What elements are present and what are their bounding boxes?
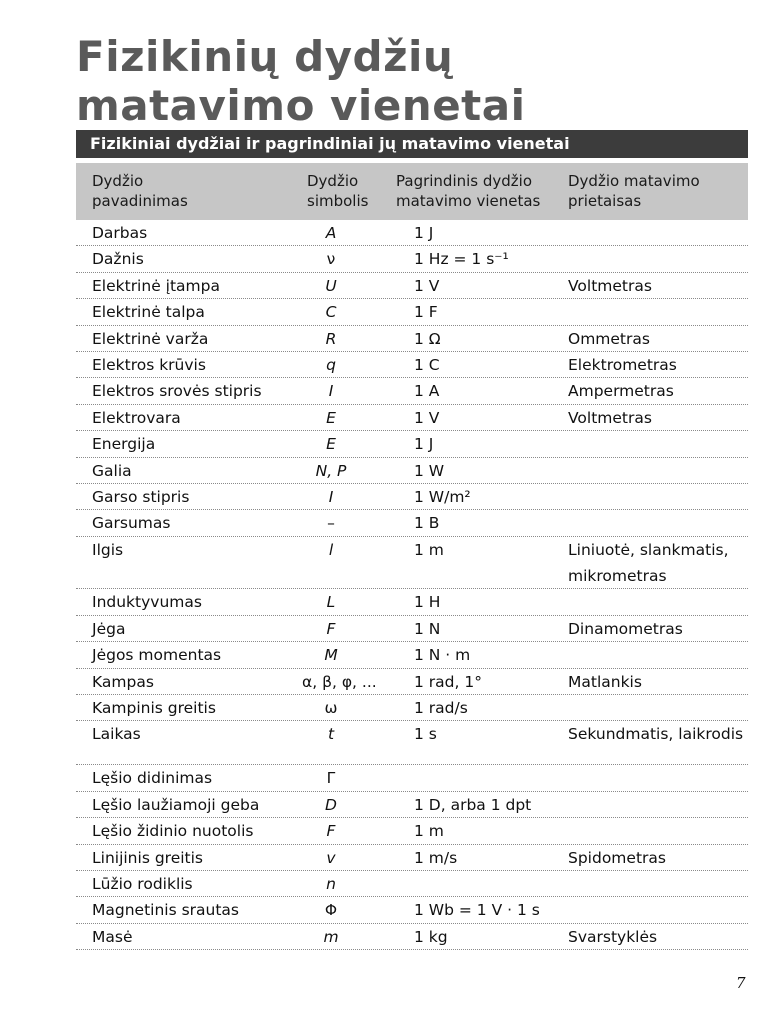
cell-symbol: E [326, 408, 336, 427]
table-row [76, 924, 748, 950]
table-row [76, 326, 748, 352]
cell-name: Elektros krūvis [92, 355, 206, 374]
cell-unit: 1 s [414, 725, 437, 744]
cell-symbol: ν [326, 250, 336, 269]
cell-unit: 1 kg [414, 927, 448, 946]
cell-device: Liniuotė, slankmatis, mikrometras [568, 540, 729, 586]
cell-name: Galia [92, 461, 132, 480]
cell-name: Elektrinė įtampa [92, 276, 220, 295]
cell-unit: 1 rad/s [414, 699, 468, 718]
cell-unit: 1 D, arba 1 dpt [414, 795, 532, 814]
cell-name: Induktyvumas [92, 593, 202, 612]
cell-symbol: I [328, 382, 334, 401]
cell-name: Jėgos momentas [92, 646, 222, 665]
cell-device: Voltmetras [568, 276, 652, 295]
cell-symbol: l [328, 540, 334, 559]
cell-unit: 1 A [414, 382, 440, 401]
cell-symbol: C [325, 303, 337, 322]
table-row [76, 792, 748, 818]
header-unit: Pagrindinis dydžio matavimo vienetas [396, 172, 541, 210]
cell-symbol: n [326, 875, 336, 893]
cell-device: Spidometras [568, 848, 666, 867]
page-number: 7 [736, 974, 746, 992]
cell-name: Lęšio laužiamoji geba [92, 795, 260, 814]
table-row [76, 642, 748, 668]
cell-unit: 1 V [414, 408, 440, 427]
cell-symbol: E [326, 435, 336, 454]
page-title [76, 32, 526, 130]
cell-symbol: N, P [315, 461, 347, 480]
cell-device: Voltmetras [568, 408, 652, 427]
cell-name: Linijinis greitis [92, 848, 203, 867]
table-row [76, 246, 748, 272]
table-row [76, 220, 748, 246]
table-row [76, 589, 748, 615]
table-row [76, 695, 748, 721]
cell-unit: 1 B [414, 514, 440, 533]
header-name: Dydžio pavadinimas [92, 172, 188, 210]
table-row [76, 431, 748, 457]
cell-name: Garsumas [92, 514, 171, 533]
cell-unit: 1 J [414, 224, 434, 242]
cell-symbol: α, β, φ, ... [302, 672, 377, 691]
header-symbol: Dydžio simbolis [307, 172, 369, 210]
table-row [76, 378, 748, 404]
title-line-2: matavimo vienetai [76, 81, 526, 130]
cell-name: Masė [92, 927, 133, 946]
cell-name: Darbas [92, 224, 148, 242]
cell-name: Ilgis [92, 540, 124, 559]
cell-name: Kampas [92, 672, 154, 691]
cell-symbol: R [325, 329, 337, 348]
cell-name: Elektros srovės stipris [92, 382, 262, 401]
table-header [76, 163, 748, 220]
header-device: Dydžio matavimo prietaisas [568, 172, 700, 210]
cell-symbol: U [325, 276, 337, 295]
table-row [76, 818, 748, 844]
units-table [76, 220, 748, 950]
table-row [76, 273, 748, 299]
table-row [76, 484, 748, 510]
cell-name: Elektrovara [92, 408, 181, 427]
cell-device: Matlankis [568, 672, 642, 691]
cell-unit: 1 m/s [414, 848, 458, 867]
cell-unit: 1 m [414, 822, 444, 841]
cell-symbol: m [323, 927, 339, 946]
cell-symbol: Γ [326, 769, 336, 788]
cell-symbol: v [326, 848, 336, 867]
cell-unit: 1 C [414, 355, 440, 374]
cell-symbol: D [325, 795, 337, 814]
cell-device: Dinamometras [568, 619, 683, 638]
cell-name: Lęšio židinio nuotolis [92, 822, 254, 841]
cell-name: Elektrinė varža [92, 329, 209, 348]
cell-unit: 1 V [414, 276, 440, 295]
cell-unit: 1 Wb = 1 V · 1 s [414, 901, 540, 920]
cell-device: Ampermetras [568, 382, 674, 401]
cell-name: Magnetinis srautas [92, 901, 240, 920]
cell-unit: 1 Hz = 1 s⁻¹ [414, 250, 509, 269]
cell-name: Kampinis greitis [92, 699, 216, 718]
table-row [76, 669, 748, 695]
cell-unit: 1 Ω [414, 329, 441, 348]
table-row [76, 352, 748, 378]
table-row [76, 616, 748, 642]
cell-name: Laikas [92, 725, 141, 744]
cell-symbol: Φ [324, 901, 338, 920]
table-row [76, 299, 748, 325]
table-row [76, 721, 748, 765]
cell-device: Elektrometras [568, 355, 677, 374]
title-line-1: Fizikinių dydžių [76, 32, 454, 81]
table-row [76, 510, 748, 536]
cell-unit: 1 J [414, 435, 434, 454]
cell-name: Lūžio rodiklis [92, 875, 193, 893]
cell-symbol: ω [324, 699, 338, 718]
cell-symbol: L [326, 593, 336, 612]
table-row [76, 458, 748, 484]
cell-unit: 1 m [414, 540, 444, 559]
cell-name: Dažnis [92, 250, 144, 269]
cell-symbol: q [326, 355, 336, 374]
table-row [76, 765, 748, 791]
cell-symbol: F [326, 822, 336, 841]
cell-name: Energija [92, 435, 156, 454]
cell-symbol: F [326, 619, 336, 638]
cell-unit: 1 N · m [414, 646, 471, 665]
table-row [76, 845, 748, 871]
cell-symbol: – [327, 514, 335, 533]
cell-device: Sekundmatis, laikrodis [568, 725, 744, 744]
table-row [76, 871, 748, 897]
cell-unit: 1 F [414, 303, 438, 322]
cell-name: Jėga [92, 619, 126, 638]
table-row [76, 897, 748, 923]
section-banner: Fizikiniai dydžiai ir pagrindiniai jų matavimo vienetai [76, 130, 748, 158]
table-row [76, 405, 748, 431]
cell-symbol: I [328, 487, 334, 506]
cell-unit: 1 W/m² [414, 487, 471, 506]
cell-device: Svarstyklės [568, 927, 658, 946]
cell-name: Lęšio didinimas [92, 769, 213, 788]
cell-unit: 1 rad, 1° [414, 672, 482, 691]
cell-name: Elektrinė talpa [92, 303, 205, 322]
cell-symbol: A [325, 224, 337, 242]
cell-symbol: M [324, 646, 338, 665]
cell-name: Garso stipris [92, 487, 190, 506]
cell-unit: 1 N [414, 619, 441, 638]
table-row [76, 537, 748, 590]
cell-device: Ommetras [568, 329, 650, 348]
cell-unit: 1 H [414, 593, 441, 612]
cell-unit: 1 W [414, 461, 445, 480]
cell-symbol: t [327, 725, 335, 744]
